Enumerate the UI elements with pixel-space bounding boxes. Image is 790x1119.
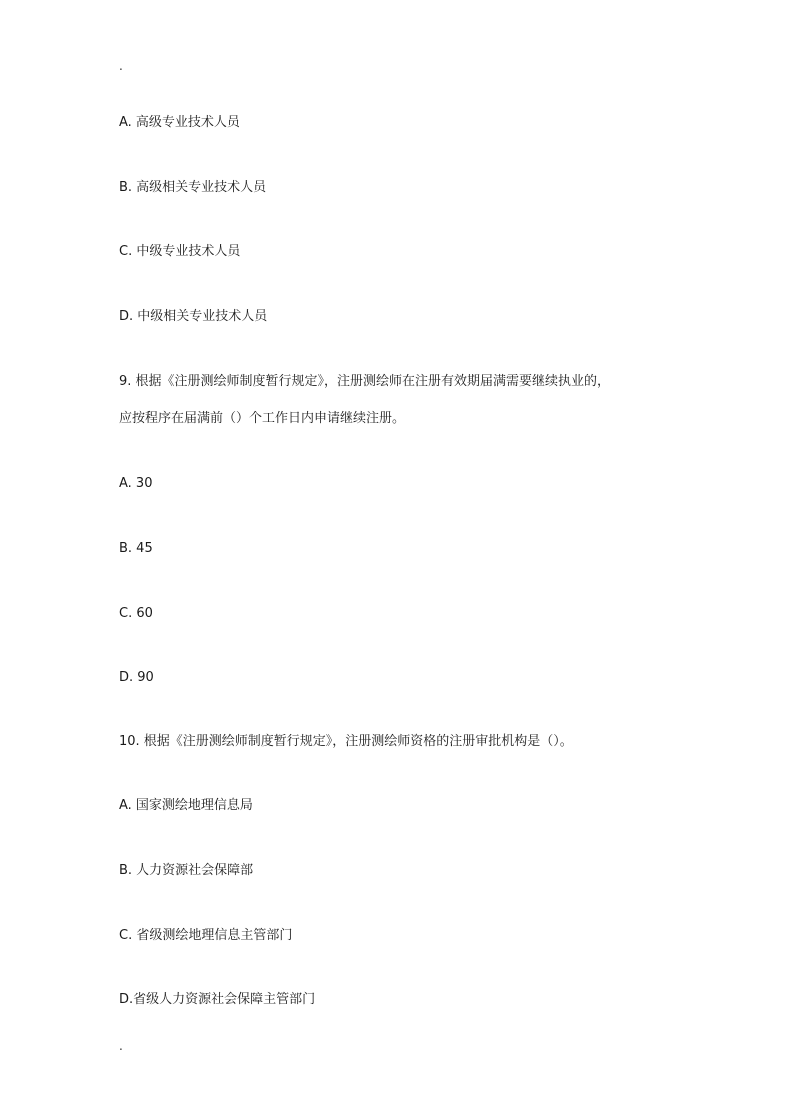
q10-option-d: D.省级人力资源社会保障主管部门 [119,992,316,1007]
q9-option-d: D. 90 [119,670,154,685]
q10-option-b: B. 人力资源社会保障部 [119,863,254,878]
top-dot-mark: . [119,59,123,73]
q10-stem: 10. 根据《注册测绘师制度暂行规定》，注册测绘师资格的注册审批机构是（）。 [119,734,573,749]
q9-option-a: A. 30 [119,476,153,491]
q8-option-c: C. 中级专业技术人员 [119,244,241,259]
q8-option-a: A. 高级专业技术人员 [119,115,240,130]
q10-option-c: C. 省级测绘地理信息主管部门 [119,928,293,943]
q10-option-a: A. 国家测绘地理信息局 [119,798,253,813]
bottom-dot-mark: . [119,1039,123,1053]
q9-option-b: B. 45 [119,541,153,556]
q9-option-c: C. 60 [119,606,153,621]
q8-option-d: D. 中级相关专业技术人员 [119,309,268,324]
q9-stem-line-2: 应按程序在届满前（）个工作日内申请继续注册。 [119,411,406,426]
q9-stem-line-1: 9. 根据《注册测绘师制度暂行规定》，注册测绘师在注册有效期届满需要继续执业的， [119,374,611,389]
q8-option-b: B. 高级相关专业技术人员 [119,180,267,195]
